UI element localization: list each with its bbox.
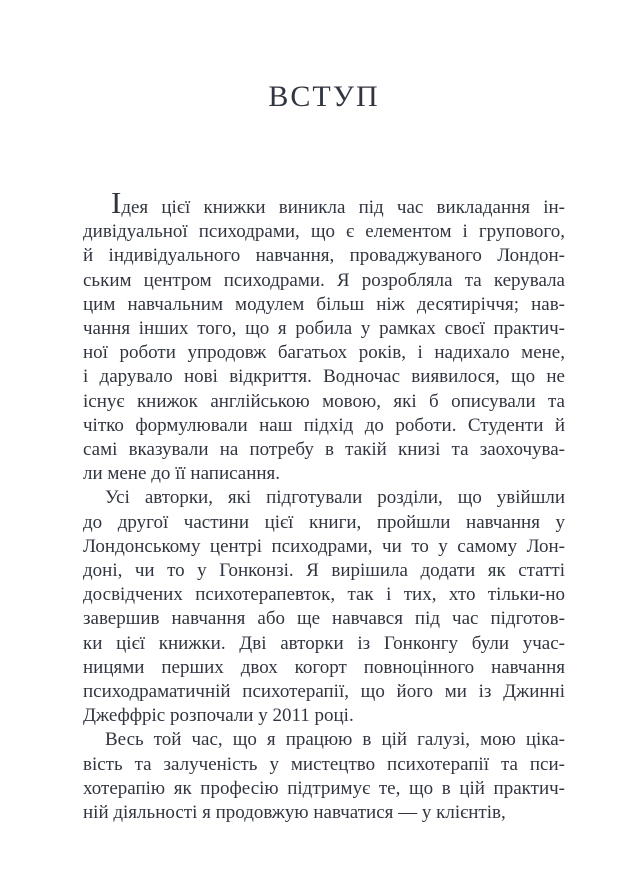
text-line: досвідчених психотерапевток, так і тих, хто тільки-но	[83, 584, 565, 606]
text-line: ки цієї книжки. Дві авторки із Гонконгу були учас-	[83, 632, 565, 654]
text-line: до другої частини цієї книги, пройшли навчання у	[83, 511, 565, 533]
text-line: Джеффріс розпочали у 2011 році.	[83, 705, 354, 727]
text-line: ній діяльності я продовжую навчатися — у клієнтів,	[83, 802, 506, 824]
body-text	[83, 185, 565, 825]
text-line: Ідея цієї книжки виникла під час викладання ін-	[111, 185, 565, 220]
text-line: хотерапію як професію підтримує те, що в цій практич-	[83, 777, 565, 799]
text-line: Усі авторки, які підготували розділи, що увійшли	[105, 487, 565, 509]
text-line: ницями перших двох когорт повноцінного навчання	[83, 656, 565, 678]
text-line: самі вказували на потребу в такій книзі та заохочува-	[83, 439, 565, 461]
text-line: ли мене до її написання.	[83, 463, 281, 485]
text-line: вість та залученість у мистецтво психотерапії та пси-	[83, 753, 565, 775]
paragraph-2	[83, 486, 565, 728]
initial-letter: І	[111, 185, 122, 220]
chapter-title: ВСТУП	[268, 80, 380, 113]
text-line: завершив навчання або ще навчався під час підготов-	[83, 608, 565, 630]
text-line: існує книжок англійською мовою, які б описували та	[83, 390, 565, 412]
text-line: цим навчальним модулем більш ніж десятиріччя; нав-	[83, 293, 565, 315]
paragraph-3	[83, 728, 565, 825]
text-line: Весь той час, що я працюю в цій галузі, мою ціка-	[105, 729, 565, 751]
text-line: психодраматичній психотерапії, що його ми із Джинні	[83, 681, 565, 703]
text-line: Лондонському центрі психодрами, чи то у самому Лон-	[83, 535, 565, 557]
text-line: дивідуальної психодрами, що є елементом і групового,	[83, 221, 565, 243]
text-line: ським центром психодрами. Я розробляла та керувала	[83, 269, 565, 291]
text-line: доні, чи то у Гонконзі. Я вирішила додати як статті	[83, 560, 565, 582]
paragraph-1	[83, 185, 565, 486]
text-line: і дарувало нові відкриття. Водночас виявилося, що не	[83, 366, 565, 388]
text-line: ної роботи упродовж багатьох років, і надихало мене,	[83, 342, 565, 364]
text-line: й індивідуального навчання, проваджуваного Лондон-	[83, 245, 565, 267]
text-line: чітко формулювали наш підхід до роботи. Студенти й	[83, 414, 565, 436]
text-line: чання інших того, що я робила у рамках своєї практич-	[83, 318, 565, 340]
